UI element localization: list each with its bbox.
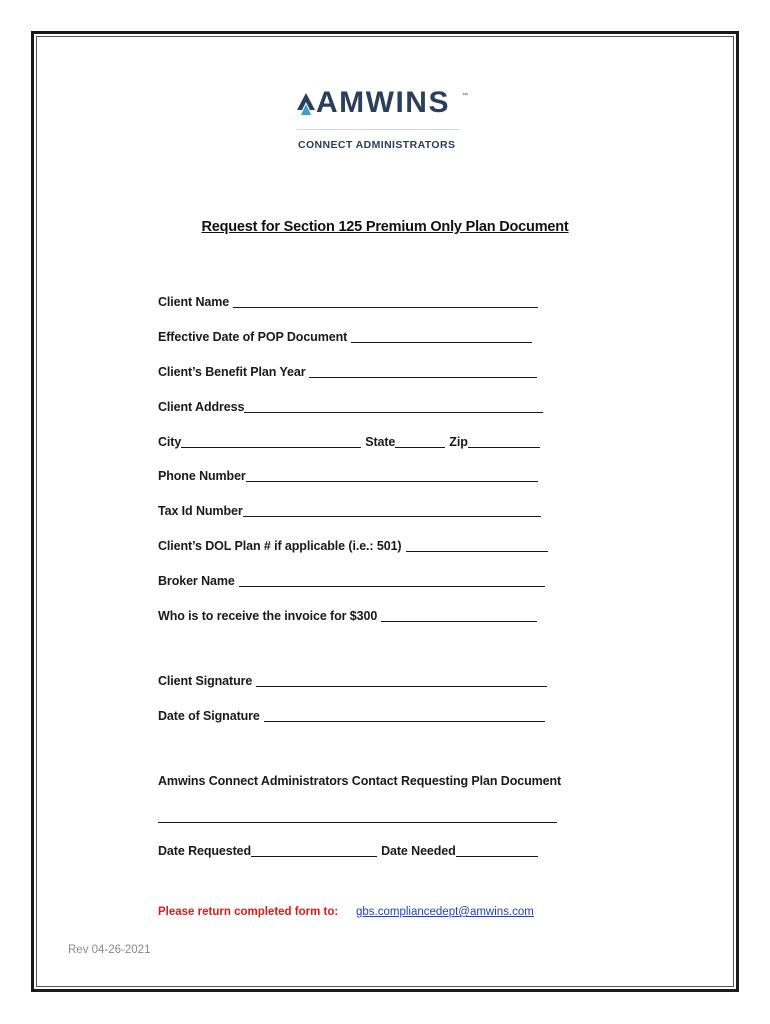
phone-input[interactable] [246,468,538,482]
broker-name-input[interactable] [239,573,545,587]
invoice-input[interactable] [381,608,537,622]
compliance-email-link[interactable]: gbs.compliancedept@amwins.com [356,906,534,918]
dol-plan-label: Client’s DOL Plan # if applicable (i.e.: 501) [158,539,402,553]
date-of-signature-label: Date of Signature [158,709,260,723]
contact-heading-label: Amwins Connect Administrators Contact Requesting Plan Document [158,774,562,788]
date-needed-label: Date Needed [381,844,456,858]
field-date-of-signature [158,705,545,723]
client-signature-input[interactable] [256,673,547,687]
triangle-logo-icon [297,93,315,115]
city-input[interactable] [181,434,361,448]
field-tax-id [158,500,541,518]
date-requested-label: Date Requested [158,844,252,858]
date-requested-input[interactable] [251,843,377,857]
client-signature-label: Client Signature [158,674,253,688]
field-dol-plan [158,535,548,553]
date-needed-input[interactable] [456,843,538,857]
trademark-symbol: ™ [462,93,468,99]
field-client-signature [158,670,547,688]
tax-id-input[interactable] [243,503,541,517]
broker-name-label: Broker Name [158,574,235,588]
field-plan-year [158,361,537,379]
field-broker-name [158,570,545,588]
city-label: City [158,435,182,449]
logo-divider [297,129,460,130]
effective-date-label: Effective Date of POP Document [158,330,348,344]
field-city-state-zip [158,431,540,449]
field-dates [158,840,538,858]
field-client-name [158,291,538,309]
field-contact-line [158,806,557,824]
field-invoice [158,605,537,623]
state-input[interactable] [395,434,445,448]
plan-year-label: Client’s Benefit Plan Year [158,365,306,379]
dol-plan-input[interactable] [406,538,548,552]
effective-date-input[interactable] [351,329,532,343]
zip-input[interactable] [468,434,540,448]
field-phone [158,465,538,483]
return-instruction: Please return completed form to: [158,906,339,918]
contact-heading [158,770,561,788]
revision-date: Rev 04-26-2021 [68,944,151,956]
document-title: Request for Section 125 Premium Only Plan Document [201,219,569,235]
contact-input[interactable] [158,809,557,823]
logo-wordmark: AMWINS [316,86,450,119]
field-client-address [158,396,543,414]
client-address-label: Client Address [158,400,245,414]
phone-label: Phone Number [158,469,246,483]
tax-id-label: Tax Id Number [158,504,243,518]
plan-year-input[interactable] [309,364,537,378]
zip-label: Zip [449,435,468,449]
client-name-label: Client Name [158,295,230,309]
logo-subtitle: CONNECT ADMINISTRATORS [298,139,456,151]
field-effective-date [158,326,532,344]
client-address-input[interactable] [244,399,543,413]
state-label: State [365,435,396,449]
invoice-label: Who is to receive the invoice for $300 [158,609,378,623]
client-name-input[interactable] [233,294,538,308]
date-of-signature-input[interactable] [264,708,545,722]
